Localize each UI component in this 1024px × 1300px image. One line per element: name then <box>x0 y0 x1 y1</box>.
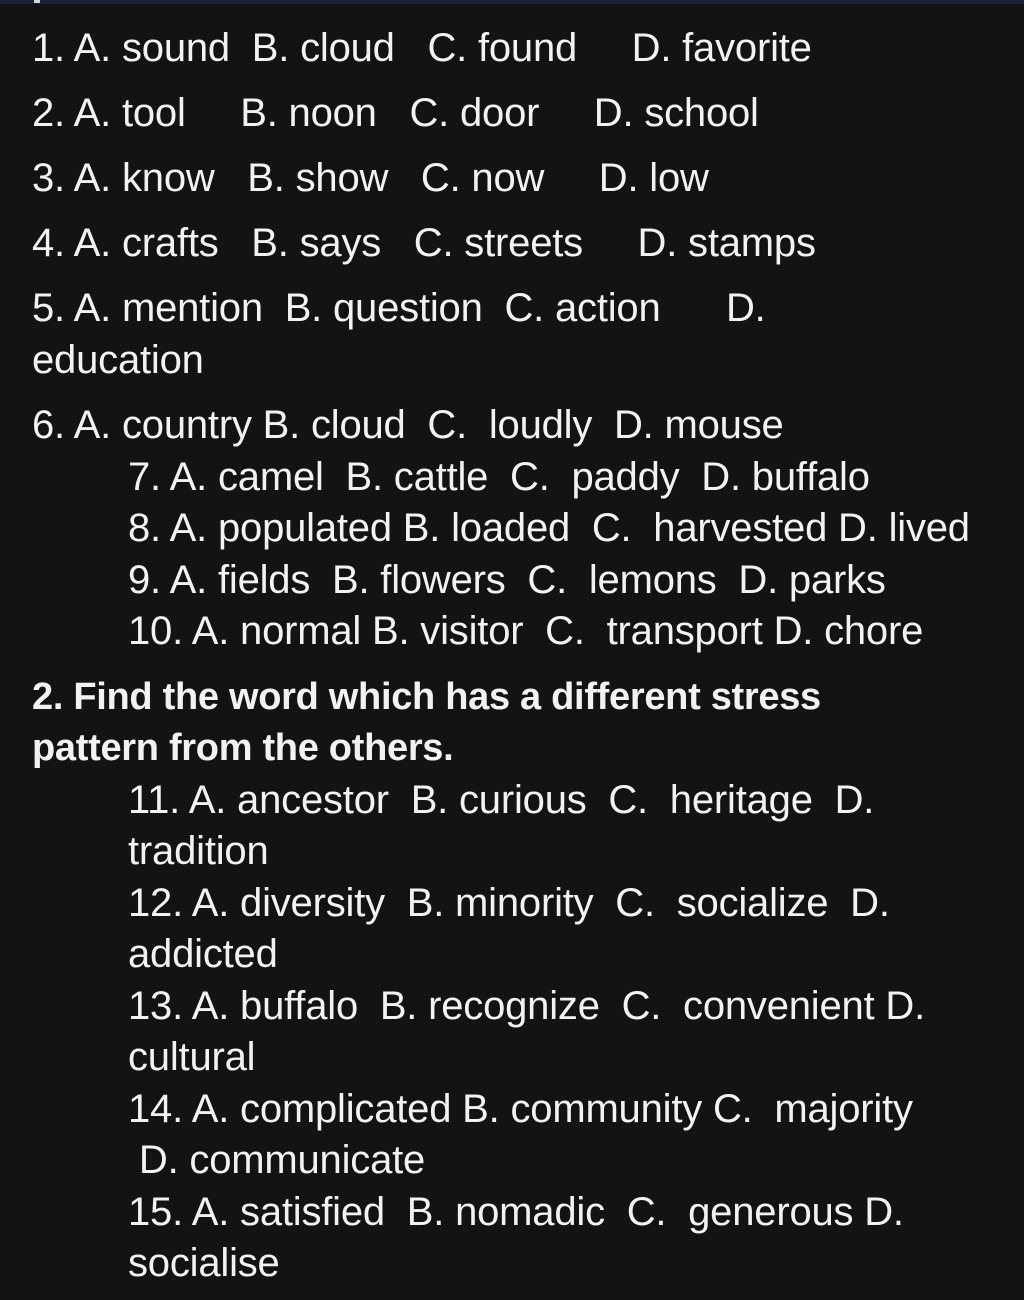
top-edge-mark <box>34 0 40 3</box>
question-11-line-1: 11. A. ancestor B. curious C. heritage D. <box>128 778 875 822</box>
question-2: 2. A. tool B. noon C. door D. school <box>32 91 759 135</box>
question-12-line-1: 12. A. diversity B. minority C. socialize D. <box>128 881 890 925</box>
question-12-line-2: addicted <box>128 932 278 976</box>
top-edge-bar <box>0 0 1024 4</box>
question-6: 6. A. country B. cloud C. loudly D. mouse <box>32 403 784 447</box>
question-7: 7. A. camel B. cattle C. paddy D. buffalo <box>128 455 870 499</box>
question-13-line-2: cultural <box>128 1035 256 1079</box>
question-1: 1. A. sound B. cloud C. found D. favorite <box>32 26 812 70</box>
question-5-line-1: 5. A. mention B. question C. action D. <box>32 286 766 330</box>
section-2-heading-line-2: pattern from the others. <box>32 727 454 769</box>
question-13-line-1: 13. A. buffalo B. recognize C. convenient D. <box>128 984 926 1028</box>
question-15-line-2: socialise <box>128 1241 280 1285</box>
question-9: 9. A. fields B. flowers C. lemons D. parks <box>128 558 886 602</box>
question-15-line-1: 15. A. satisfied B. nomadic C. generous D. <box>128 1190 904 1234</box>
question-10: 10. A. normal B. visitor C. transport D. chore <box>128 609 924 653</box>
question-11-line-2: tradition <box>128 829 269 873</box>
section-2-heading-line-1: 2. Find the word which has a different stress <box>32 676 821 718</box>
question-5-line-2: education <box>32 338 204 382</box>
question-14-line-1: 14. A. complicated B. community C. majority <box>128 1087 913 1131</box>
question-8: 8. A. populated B. loaded C. harvested D. lived <box>128 506 970 550</box>
question-4: 4. A. crafts B. says C. streets D. stamps <box>32 221 816 265</box>
question-3: 3. A. know B. show C. now D. low <box>32 156 709 200</box>
question-14-line-2: D. communicate <box>128 1138 426 1182</box>
